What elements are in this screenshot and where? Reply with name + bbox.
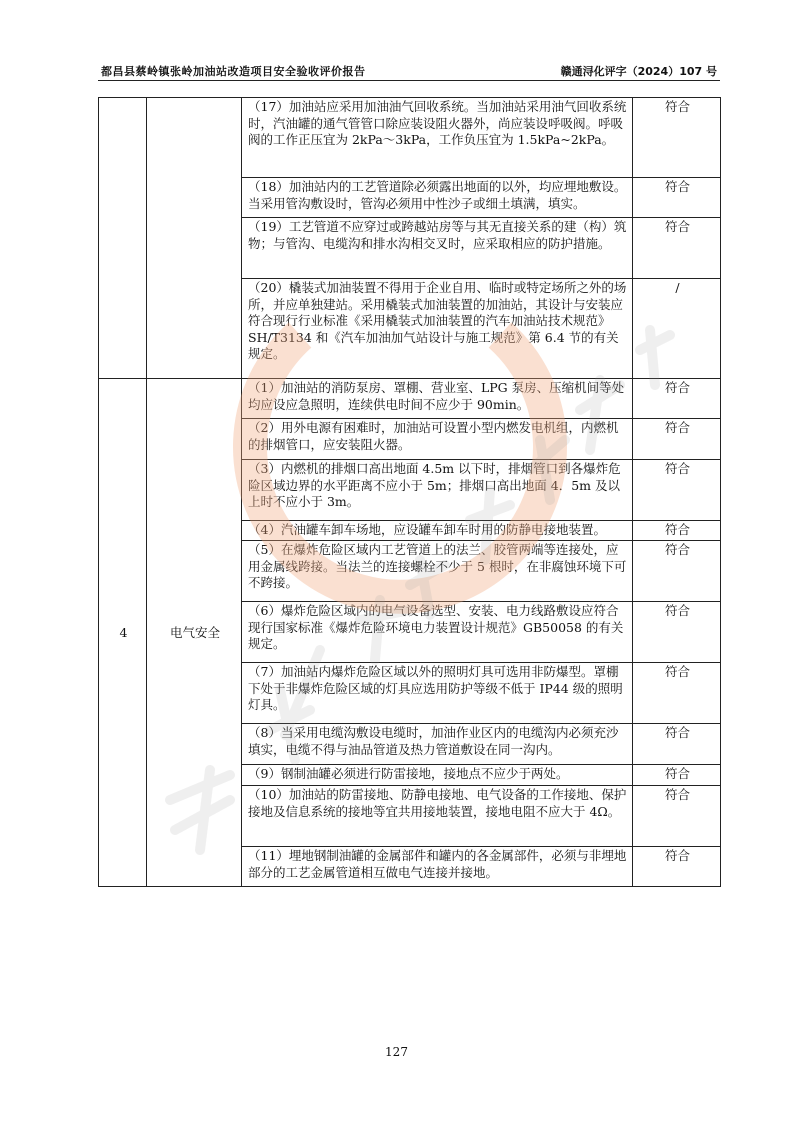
check-result: 符合 [633, 847, 721, 887]
check-item-text: （9）钢制油罐必须进行防雷接地，接地点不应少于两处。 [242, 765, 633, 786]
check-result: 符合 [633, 379, 721, 419]
section-name: 电气安全 [147, 379, 242, 887]
inspection-table [98, 97, 721, 887]
check-item-text: （2）用外电源有困难时，加油站可设置小型内燃发电机组，内燃机的排烟管口，应安装阻火器。 [242, 419, 633, 460]
check-result: / [633, 279, 721, 379]
check-item-text: （7）加油站内爆炸危险区域以外的照明灯具可选用非防爆型。罩棚下处于非爆炸危险区域的灯具应选用防护等级不低于 IP44 级的照明灯具。 [242, 663, 633, 724]
report-title: 都昌县蔡岭镇张岭加油站改造项目安全验收评价报告 [101, 65, 366, 78]
check-result: 符合 [633, 786, 721, 847]
check-item-text: （17）加油站应采用加油油气回收系统。当加油站采用油气回收系统时，汽油罐的通气管管口除应装设阻火器外，尚应装设呼吸阀。呼吸阀的工作正压宜为 2kPa～3kPa，工作负压宜为 1.5kPa~2kPa。 [242, 98, 633, 178]
check-result: 符合 [633, 724, 721, 765]
check-item-text: （11）埋地钢制油罐的金属部件和罐内的各金属部件，必须与非埋地部分的工艺金属管道相互做电气连接并接地。 [242, 847, 633, 887]
blank-item-cell [147, 98, 242, 379]
section-number: 4 [99, 379, 147, 887]
check-item-text: （5）在爆炸危险区域内工艺管道上的法兰、胶管两端等连接处，应用金属线跨接。当法兰的连接螺栓不少于 5 根时，在非腐蚀环境下可不跨接。 [242, 541, 633, 602]
check-item-text: （8）当采用电缆沟敷设电缆时，加油作业区内的电缆沟内必须充沙填实，电缆不得与油品管道及热力管道敷设在同一沟内。 [242, 724, 633, 765]
check-result: 符合 [633, 98, 721, 178]
report-number: 赣通浔化评字（2024）107 号 [560, 65, 717, 78]
check-item-text: （18）加油站内的工艺管道除必须露出地面的以外，均应埋地敷设。当采用管沟敷设时，管沟必须用中性沙子或细土填满，填实。 [242, 178, 633, 218]
check-result: 符合 [633, 460, 721, 521]
blank-no-cell [99, 98, 147, 379]
check-result: 符合 [633, 521, 721, 541]
check-result: 符合 [633, 663, 721, 724]
check-item-text: （20）橇装式加油装置不得用于企业自用、临时或特定场所之外的场所，并应单独建站。采用橇装式加油装置的加油站，其设计与安装应符合现行行业标准《采用橇装式加油装置的汽车加油站技术规范》SH/T3134 和《汽车加油加气站设计与施工规范》第 6.4 节的有关规定。 [242, 279, 633, 379]
check-result: 符合 [633, 602, 721, 663]
check-result: 符合 [633, 765, 721, 786]
check-item-text: （10）加油站的防雷接地、防静电接地、电气设备的工作接地、保护接地及信息系统的接地等宜共用接地装置，接地电阻不应大于 4Ω。 [242, 786, 633, 847]
check-item-text: （6）爆炸危险区域内的电气设备选型、安装、电力线路敷设应符合现行国家标准《爆炸危险环境电力装置设计规范》GB50058 的有关规定。 [242, 602, 633, 663]
check-item-text: （19）工艺管道不应穿过或跨越站房等与其无直接关系的建（构）筑物；与管沟、电缆沟和排水沟相交叉时，应采取相应的防护措施。 [242, 218, 633, 279]
table-row [99, 98, 721, 178]
check-result: 符合 [633, 178, 721, 218]
check-item-text: （3）内燃机的排烟口高出地面 4.5m 以下时，排烟管口到各爆炸危险区域边界的水平距离不应小于 5m；排烟口高出地面 4．5m 及以上时不应小于 3m。 [242, 460, 633, 521]
check-result: 符合 [633, 541, 721, 602]
check-result: 符合 [633, 419, 721, 460]
check-result: 符合 [633, 218, 721, 279]
table-row [99, 379, 721, 419]
check-item-text: （1）加油站的消防泵房、罩棚、营业室、LPG 泵房、压缩机间等处均应设应急照明，连续供电时间不应少于 90min。 [242, 379, 633, 419]
page-number: 127 [385, 1045, 408, 1059]
check-item-text: （4）汽油罐车卸车场地，应设罐车卸车时用的防静电接地装置。 [242, 521, 633, 541]
header-divider [98, 80, 720, 81]
